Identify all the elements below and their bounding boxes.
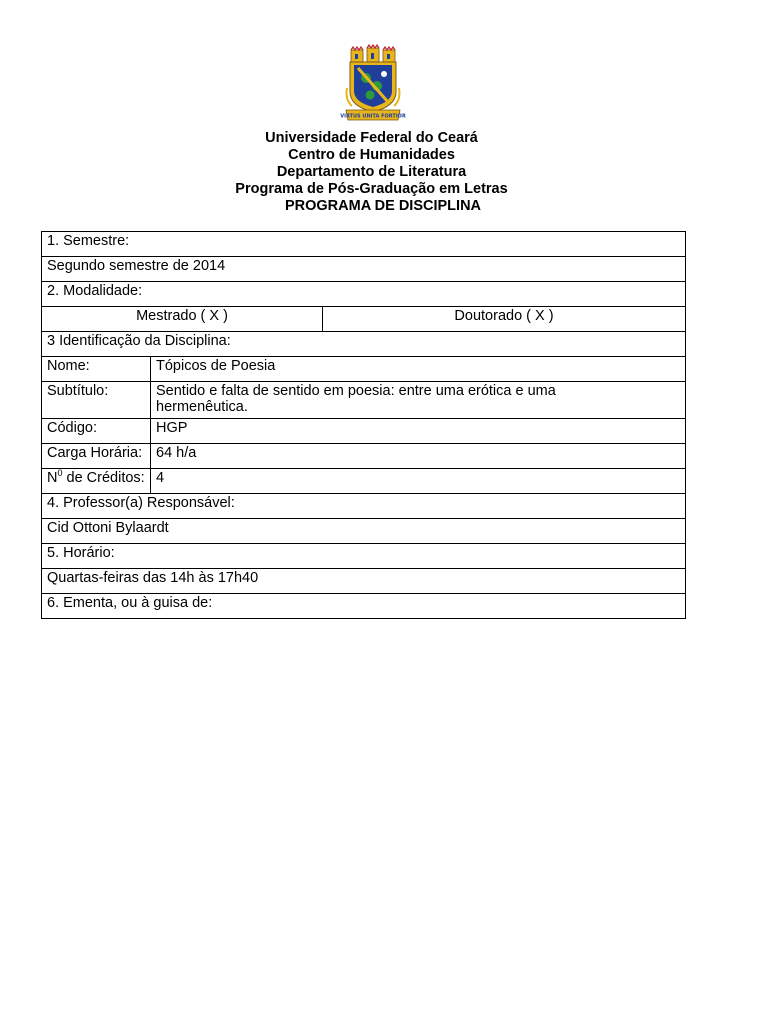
university-crest-logo [340, 44, 406, 126]
page-title: PROGRAMA DE DISCIPLINA [284, 198, 482, 214]
code-value: HGP [151, 419, 686, 444]
credits-value: 4 [151, 469, 686, 494]
syllabus-label-row [42, 594, 686, 619]
schedule-label: 5. Horário: [42, 544, 686, 569]
professor-label-row [42, 494, 686, 519]
code-row [42, 419, 686, 444]
semester-value: Segundo semestre de 2014 [42, 257, 686, 282]
credits-row [42, 469, 686, 494]
subtitle-value: Sentido e falta de sentido em poesia: entre uma erótica e uma hermenêutica. [151, 382, 686, 419]
workload-value: 64 h/a [151, 444, 686, 469]
professor-value: Cid Ottoni Bylaardt [42, 519, 686, 544]
code-label: Código: [42, 419, 151, 444]
schedule-label-row [42, 544, 686, 569]
identification-label: 3 Identificação da Disciplina: [42, 332, 686, 357]
semester-label: 1. Semestre: [42, 232, 686, 257]
modality-label-row [42, 282, 686, 307]
modality-options-row [42, 307, 686, 332]
workload-label: Carga Horária: [42, 444, 151, 469]
identification-label-row [42, 332, 686, 357]
schedule-value: Quartas-feiras das 14h às 17h40 [42, 569, 686, 594]
department-name: Departamento de Literatura [276, 164, 467, 180]
professor-label: 4. Professor(a) Responsável: [42, 494, 686, 519]
crest-motto: VIRTUS UNITA FORTIOR [340, 113, 406, 120]
name-value: Tópicos de Poesia [151, 357, 686, 382]
subtitle-label: Subtítulo: [42, 382, 151, 419]
syllabus-label: 6. Ementa, ou à guisa de: [42, 594, 686, 619]
semester-label-row [42, 232, 686, 257]
schedule-value-row [42, 569, 686, 594]
credits-label-prefix: N [47, 470, 58, 486]
credits-label [42, 469, 151, 494]
semester-value-row [42, 257, 686, 282]
university-name: Universidade Federal do Ceará [265, 130, 478, 146]
masters-option: Mestrado ( X ) [42, 307, 323, 332]
course-form-table [41, 231, 686, 619]
modality-label: 2. Modalidade: [42, 282, 686, 307]
crest-towers [351, 45, 395, 62]
doctorate-option: Doutorado ( X ) [323, 307, 686, 332]
credits-label-suffix: de Créditos: [62, 470, 145, 486]
center-name: Centro de Humanidades [288, 147, 455, 163]
subtitle-row [42, 382, 686, 419]
credits-label-superscript: 0 [57, 468, 63, 479]
workload-row [42, 444, 686, 469]
professor-value-row [42, 519, 686, 544]
document-header [0, 130, 743, 215]
program-name: Programa de Pós-Graduação em Letras [235, 181, 508, 197]
name-row [42, 357, 686, 382]
name-label: Nome: [42, 357, 151, 382]
